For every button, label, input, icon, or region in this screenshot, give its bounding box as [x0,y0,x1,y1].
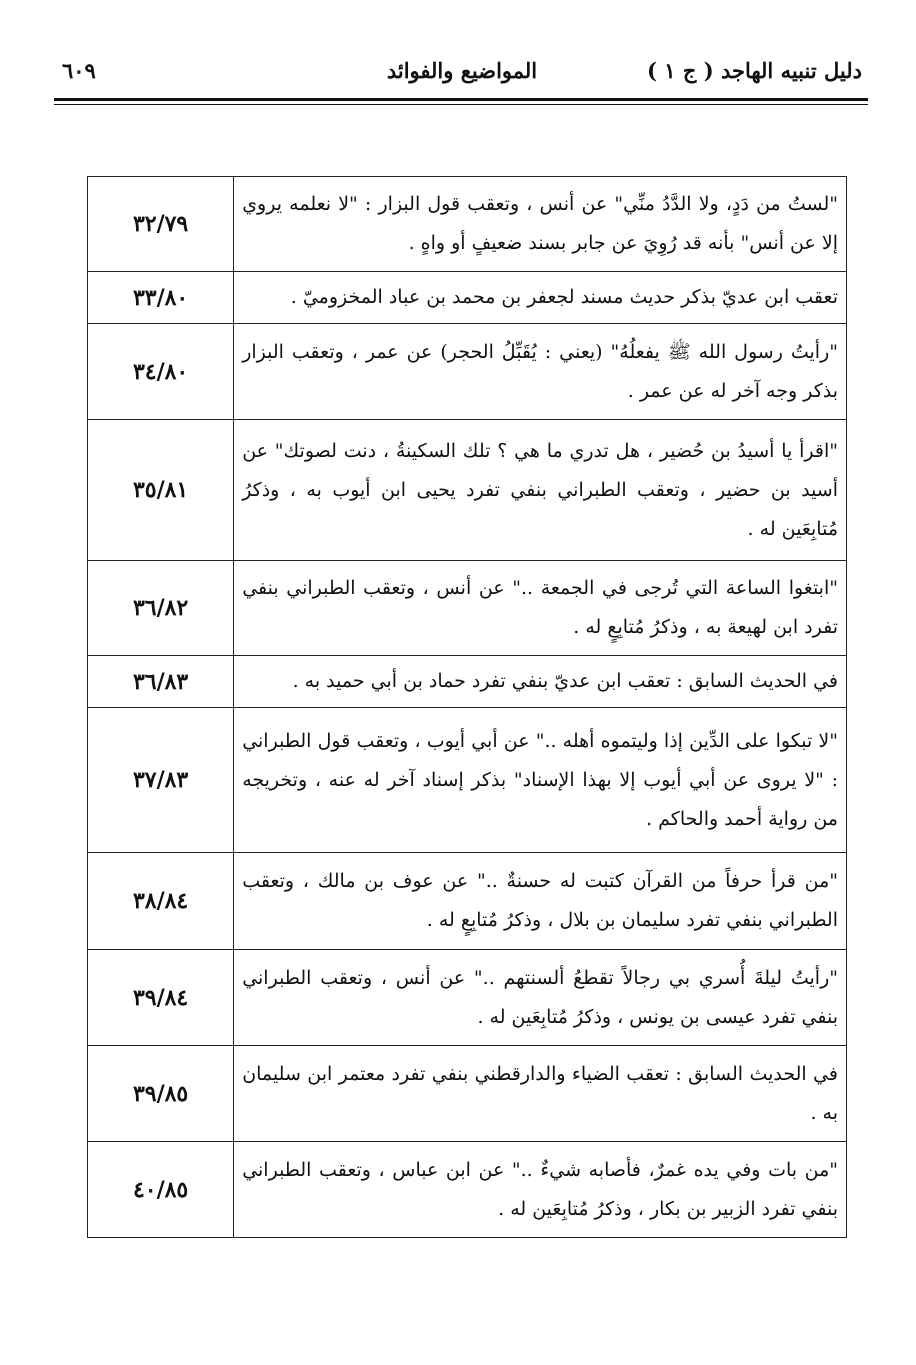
table-row [88,561,847,656]
entry-text: "اقرأ يا أسيدُ بن حُضير ، هل تدري ما هي ؟ تلك السكينةُ ، دنت لصوتك" عن أسيد بن حضير ، وتعقب الطبراني بنفي تفرد يحيى ابن أيوب به ، وذكرُ مُتابِعَين له . [234,420,847,561]
entry-reference: ٣٢/٧٩ [88,177,234,272]
entry-reference: ٣٦/٨٣ [88,656,234,708]
entry-reference: ٣٩/٨٤ [88,950,234,1046]
entry-text: "من قرأ حرفاً من القرآن كتبت له حسنةٌ .." عن عوف بن مالك ، وتعقب الطبراني بنفي تفرد سليمان بن بلال ، وذكرُ مُتابِعٍ له . [234,853,847,950]
header-rule-thick [54,98,868,101]
entry-text: "لستُ من دَدٍ، ولا الدَّدُ منِّي" عن أنس ، وتعقب قول البزار : "لا نعلمه يروي إلا عن أنس" بأنه قد رُوِيَ عن جابر بسند ضعيفٍ أو واهٍ . [234,177,847,272]
entry-reference: ٣٤/٨٠ [88,324,234,420]
entry-reference: ٣٦/٨٢ [88,561,234,656]
entry-text: في الحديث السابق : تعقب ابن عديّ بنفي تفرد حماد بن أبي حميد به . [234,656,847,708]
entry-text: في الحديث السابق : تعقب الضياء والدارقطني بنفي تفرد معتمر ابن سليمان به . [234,1046,847,1142]
references-table [87,176,847,1238]
entry-text: "رأيتُ رسول الله ﷺ يفعلُهُ" (يعني : يُقَبِّلُ الحجر) عن عمر ، وتعقب البزار بذكر وجه آخر له عن عمر . [234,324,847,420]
entry-reference: ٣٩/٨٥ [88,1046,234,1142]
entry-reference: ٤٠/٨٥ [88,1142,234,1238]
table-row [88,656,847,708]
table-row [88,853,847,950]
running-head-book-title: دليل تنبيه الهاجد ( ج ١ ) [647,58,862,83]
entry-reference: ٣٧/٨٣ [88,708,234,853]
table-row [88,272,847,324]
entry-text: "من بات وفي يده غمرٌ، فأصابه شيءٌ .." عن ابن عباس ، وتعقب الطبراني بنفي تفرد الزبير بن بكار ، وذكرُ مُتابِعَين له . [234,1142,847,1238]
table-row [88,708,847,853]
entry-reference: ٣٥/٨١ [88,420,234,561]
page-header [62,54,862,98]
entry-reference: ٣٨/٨٤ [88,853,234,950]
page-number: ٦٠٩ [62,58,96,83]
running-head-section-title: المواضيع والفوائد [386,58,538,83]
entry-reference: ٣٣/٨٠ [88,272,234,324]
table-row [88,1142,847,1238]
table-row [88,950,847,1046]
table-row [88,420,847,561]
table-row [88,1046,847,1142]
entry-text: تعقب ابن عديّ بذكر حديث مسند لجعفر بن محمد بن عباد المخزوميّ . [234,272,847,324]
header-rule-thin [54,104,868,105]
entry-text: "لا تبكوا على الدِّين إذا وليتموه أهله .." عن أبي أيوب ، وتعقب قول الطبراني : "لا يروى عن أبي أيوب إلا بهذا الإسناد" بذكر إسناد آخر له عنه ، وتخريجه من رواية أحمد والحاكم . [234,708,847,853]
table-row [88,324,847,420]
table-row [88,177,847,272]
entry-text: "ابتغوا الساعة التي تُرجى في الجمعة .." عن أنس ، وتعقب الطبراني بنفي تفرد ابن لهيعة به ، وذكرُ مُتابِعٍ له . [234,561,847,656]
entry-text: "رأيتُ ليلةَ أُسري بي رجالاً تقطعُ ألسنتهم .." عن أنس ، وتعقب الطبراني بنفي تفرد عيسى بن يونس ، وذكرُ مُتابِعَين له . [234,950,847,1046]
